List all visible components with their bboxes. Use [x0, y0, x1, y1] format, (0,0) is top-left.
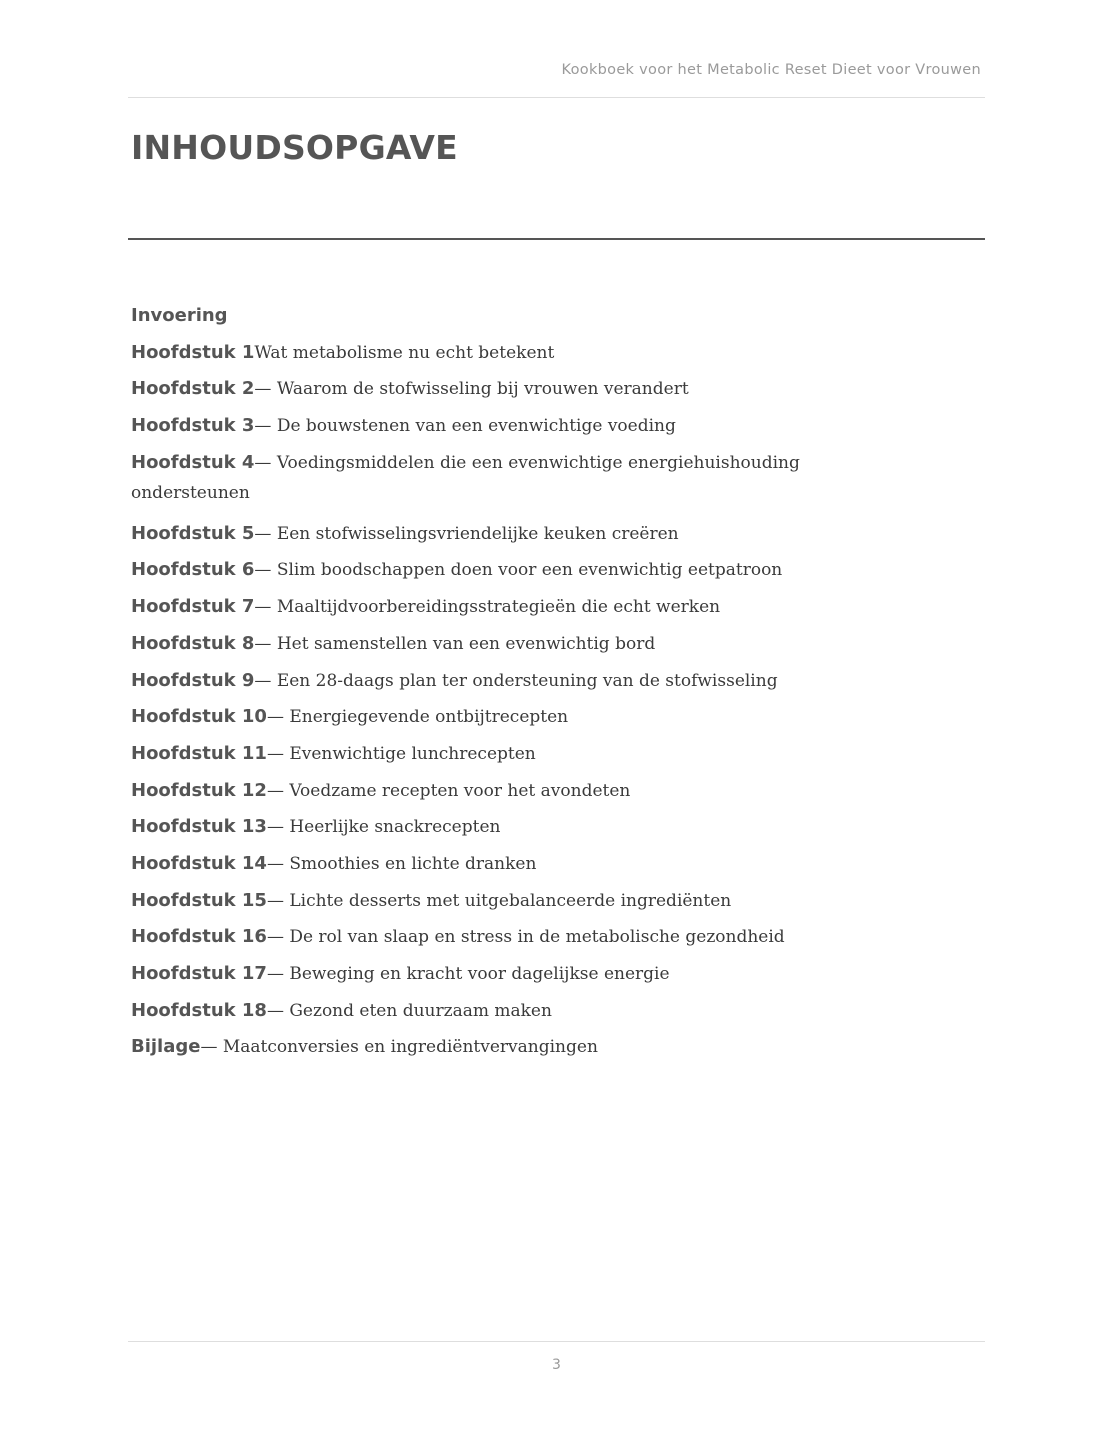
toc-entry-chapter-17[interactable] — [131, 956, 871, 993]
running-header: Kookboek voor het Metabolic Reset Dieet voor Vrouwen — [561, 62, 981, 78]
toc-entry-label: Hoofdstuk 4 — [131, 451, 255, 473]
toc-entry-label: Hoofdstuk 5 — [131, 522, 255, 544]
toc-entry-text: — De rol van slaap en stress in de metabolische gezondheid — [266, 927, 785, 948]
toc-entry-chapter-15[interactable] — [131, 883, 871, 920]
toc-entry-text: — Een stofwisselingsvriendelijke keuken creëren — [254, 523, 679, 544]
header-divider — [128, 97, 985, 98]
toc-entry-label: Invoering — [131, 305, 228, 326]
toc-entry-label: Hoofdstuk 7 — [131, 596, 255, 618]
toc-entry-text: — Voedingsmiddelen die een evenwichtige energiehuishouding ondersteunen — [131, 452, 800, 503]
toc-entry-label: Hoofdstuk 13 — [131, 816, 267, 838]
footer-divider — [128, 1341, 985, 1342]
toc-entry-chapter-16[interactable] — [131, 919, 871, 956]
toc-entry-chapter-13[interactable] — [131, 809, 871, 846]
toc-entry-text: — Een 28-daags plan ter ondersteuning van de stofwisseling — [254, 670, 778, 691]
toc-entry-text: — Maaltijdvoorbereidingsstrategieën die echt werken — [254, 597, 721, 618]
title-divider — [128, 238, 985, 240]
toc-entry-text: — Slim boodschappen doen voor een evenwichtig eetpatroon — [254, 560, 783, 581]
toc-entry-intro[interactable] — [131, 298, 871, 335]
toc-entry-chapter-6[interactable] — [131, 552, 871, 589]
toc-entry-label: Hoofdstuk 12 — [131, 779, 267, 801]
toc-entry-label: Hoofdstuk 6 — [131, 559, 255, 581]
toc-entry-text: — Waarom de stofwisseling bij vrouwen verandert — [254, 379, 689, 400]
toc-entry-label: Hoofdstuk 1 — [131, 341, 255, 363]
toc-entry-label: Hoofdstuk 16 — [131, 926, 267, 948]
toc-entry-label: Hoofdstuk 14 — [131, 852, 267, 874]
toc-entry-label: Hoofdstuk 15 — [131, 889, 267, 911]
toc-entry-appendix[interactable] — [131, 1029, 871, 1066]
page-title: INHOUDSOPGAVE — [131, 128, 458, 167]
toc-entry-label: Hoofdstuk 8 — [131, 632, 255, 654]
toc-entry-chapter-9[interactable] — [131, 663, 871, 700]
toc-entry-chapter-3[interactable] — [131, 408, 871, 445]
toc-entry-text: — Heerlijke snackrecepten — [266, 817, 501, 838]
toc-entry-text: — Smoothies en lichte dranken — [266, 853, 537, 874]
toc-entry-chapter-11[interactable] — [131, 736, 871, 773]
toc-entry-chapter-4[interactable] — [131, 445, 871, 516]
toc-entry-label: Hoofdstuk 17 — [131, 963, 267, 984]
toc-entry-label: Hoofdstuk 11 — [131, 742, 267, 764]
toc-entry-chapter-2[interactable] — [131, 371, 871, 408]
toc-entry-text: — Energiegevende ontbijtrecepten — [266, 707, 569, 728]
toc-entry-text: — De bouwstenen van een evenwichtige voeding — [254, 416, 676, 437]
toc-entry-text: Wat metabolisme nu echt betekent — [254, 342, 555, 363]
toc-entry-chapter-8[interactable] — [131, 626, 871, 663]
toc-entry-text: — Evenwichtige lunchrecepten — [266, 743, 536, 764]
toc-entry-chapter-7[interactable] — [131, 589, 871, 626]
toc-entry-chapter-18[interactable] — [131, 993, 871, 1030]
toc-entry-text: — Beweging en kracht voor dagelijkse energie — [266, 964, 670, 984]
toc-entry-chapter-14[interactable] — [131, 846, 871, 883]
toc-entry-chapter-10[interactable] — [131, 699, 871, 736]
toc-entry-text: — Gezond eten duurzaam maken — [266, 1000, 552, 1021]
toc-entry-label: Hoofdstuk 10 — [131, 706, 267, 728]
toc-entry-text: — Het samenstellen van een evenwichtig bord — [254, 633, 656, 654]
toc-entry-label: Bijlage — [131, 1036, 201, 1058]
toc-entry-text: — Voedzame recepten voor het avondeten — [266, 780, 631, 801]
toc-entry-chapter-1[interactable] — [131, 335, 871, 372]
table-of-contents — [131, 298, 871, 1066]
toc-entry-label: Hoofdstuk 18 — [131, 999, 267, 1021]
toc-entry-chapter-5[interactable] — [131, 516, 871, 553]
toc-entry-text: — Maatconversies en ingrediëntvervangingen — [200, 1037, 598, 1058]
toc-entry-label: Hoofdstuk 2 — [131, 378, 255, 400]
toc-entry-label: Hoofdstuk 3 — [131, 415, 255, 437]
toc-entry-text: — Lichte desserts met uitgebalanceerde ingrediënten — [266, 890, 732, 911]
page-number: 3 — [552, 1357, 561, 1373]
toc-entry-chapter-12[interactable] — [131, 773, 871, 810]
toc-entry-label: Hoofdstuk 9 — [131, 669, 255, 691]
